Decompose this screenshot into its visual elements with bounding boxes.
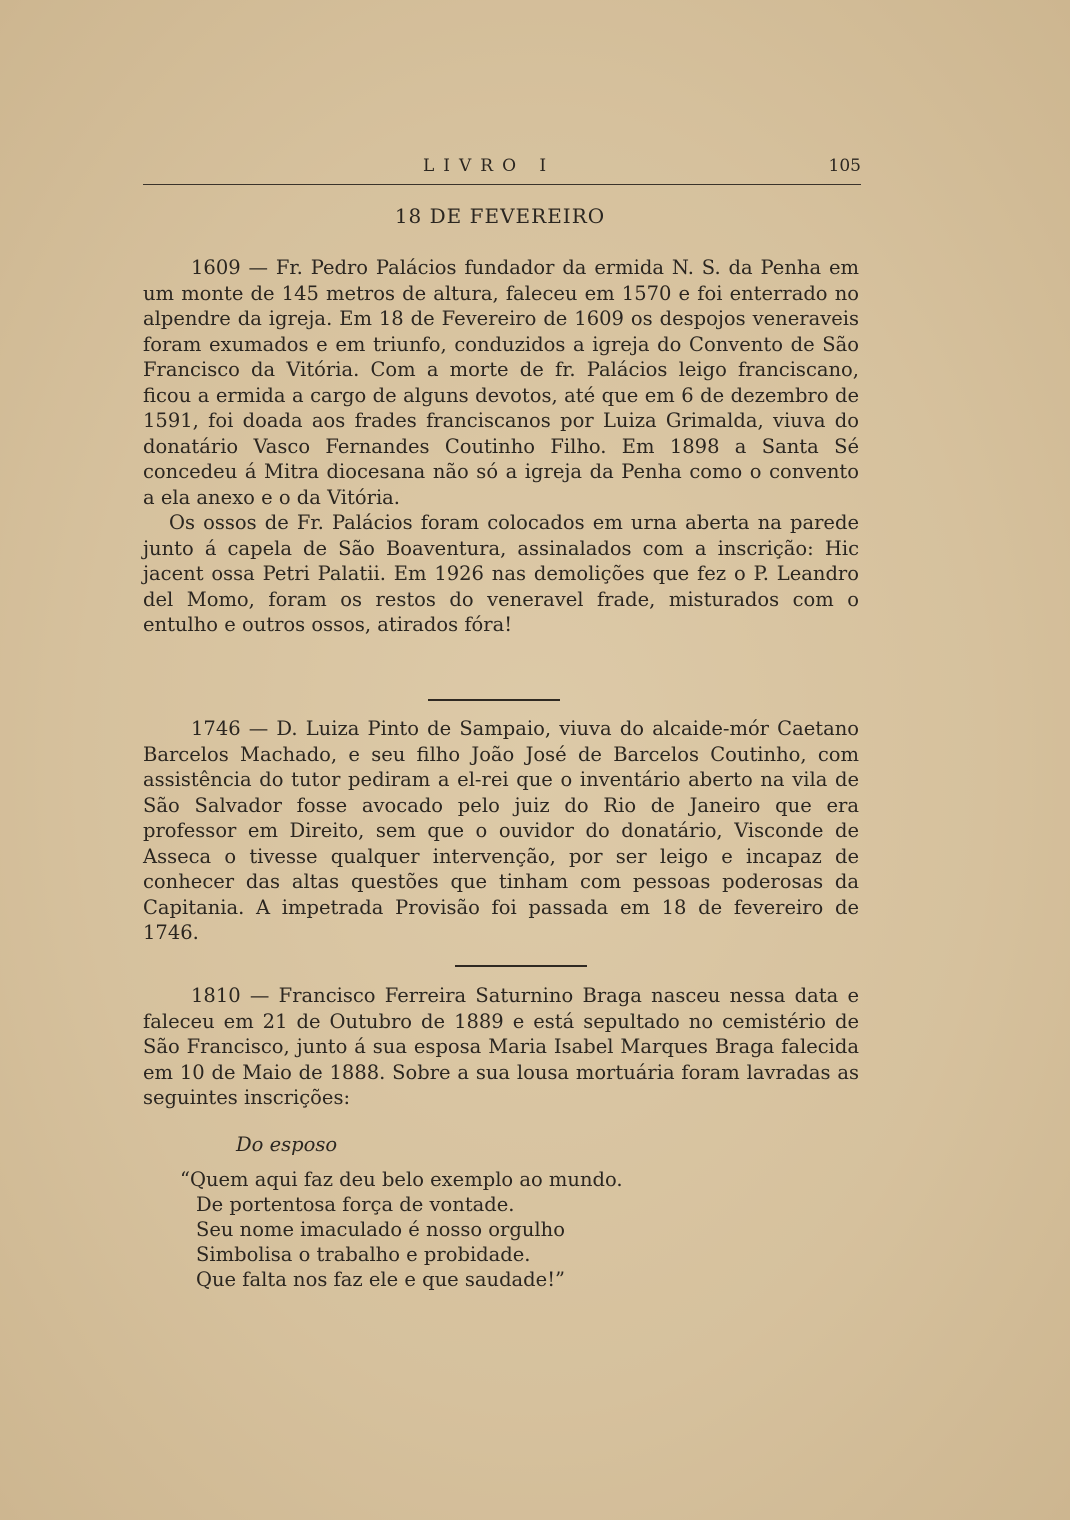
poem-line: “Quem aqui faz deu belo exemplo ao mundo. (180, 1168, 623, 1191)
epitaph-subheading: Do esposo (236, 1133, 338, 1156)
entry-1810-paragraph: 1810 — Francisco Ferreira Saturnino Braga nasceu nessa data e faleceu em 21 de Outubro de 1889 e está sepultado no cemistério de São Francisco, junto á sua esposa Maria Isabel Marques Braga falecida em 10 de Maio de 1888. Sobre a sua lousa mortuária foram lavradas as seguintes inscrições: (143, 984, 859, 1109)
entry-1810 (143, 983, 859, 1111)
entry-1609 (143, 255, 859, 638)
poem-line: Simbolisa o trabalho e probidade. (196, 1243, 531, 1266)
poem-line: Que falta nos faz ele e que saudade!” (196, 1268, 566, 1291)
running-header (143, 156, 861, 185)
entry-1609-paragraph-1: 1609 — Fr. Pedro Palácios fundador da ermida N. S. da Penha em um monte de 145 metros de altura, faleceu em 1570 e foi enterrado no alpendre da igreja. Em 18 de Fevereiro de 1609 os despojos veneraveis foram exumados e em triunfo, conduzidos a igreja do Convento de São Francisco da Vitória. Com a morte de fr. Palácios leigo franciscano, ficou a ermida a cargo de alguns devotos, até que em 6 de dezembro de 1591, foi doada aos frades franciscanos por Luiza Grimalda, viuva do donatário Vasco Fernandes Coutinho Filho. Em 1898 a Santa Sé concedeu á Mitra diocesana não só a igreja da Penha como o convento a ela anexo e o da Vitória. (143, 256, 859, 509)
page-number: 105 (828, 156, 861, 176)
epitaph-poem (180, 1167, 623, 1292)
entry-1746-paragraph: 1746 — D. Luiza Pinto de Sampaio, viuva do alcaide-mór Caetano Barcelos Machado, e seu filho João José de Barcelos Coutinho, com assistência do tutor pediram a el-rei que o inventário aberto na vila de São Salvador fosse avocado pelo juiz do Rio de Janeiro que era professor em Direito, sem que o ouvidor do donatário, Visconde de Asseca o tivesse qualquer intervenção, por ser leigo e incapaz de conhecer das altas questões que tinham com pessoas poderosas da Capitania. A impetrada Provisão foi passada em 18 de fevereiro de 1746. (143, 717, 859, 944)
date-heading: 18 DE FEVEREIRO (394, 204, 606, 228)
section-divider (428, 699, 560, 701)
running-title: LIVRO I (423, 156, 556, 176)
entry-1609-paragraph-2: Os ossos de Fr. Palácios foram colocados em urna aberta na parede junto á capela de São Boaventura, assinalados com a inscrição: Hic jacent ossa Petri Palatii. Em 1926 nas demolições que fez o P. Leandro del Momo, foram os restos do veneravel frade, misturados com o entulho e outros ossos, atirados fóra! (143, 511, 859, 636)
entry-1746 (143, 716, 859, 946)
poem-line: De portentosa força de vontade. (196, 1193, 515, 1216)
poem-line: Seu nome imaculado é nosso orgulho (196, 1218, 565, 1241)
section-divider (455, 965, 587, 967)
